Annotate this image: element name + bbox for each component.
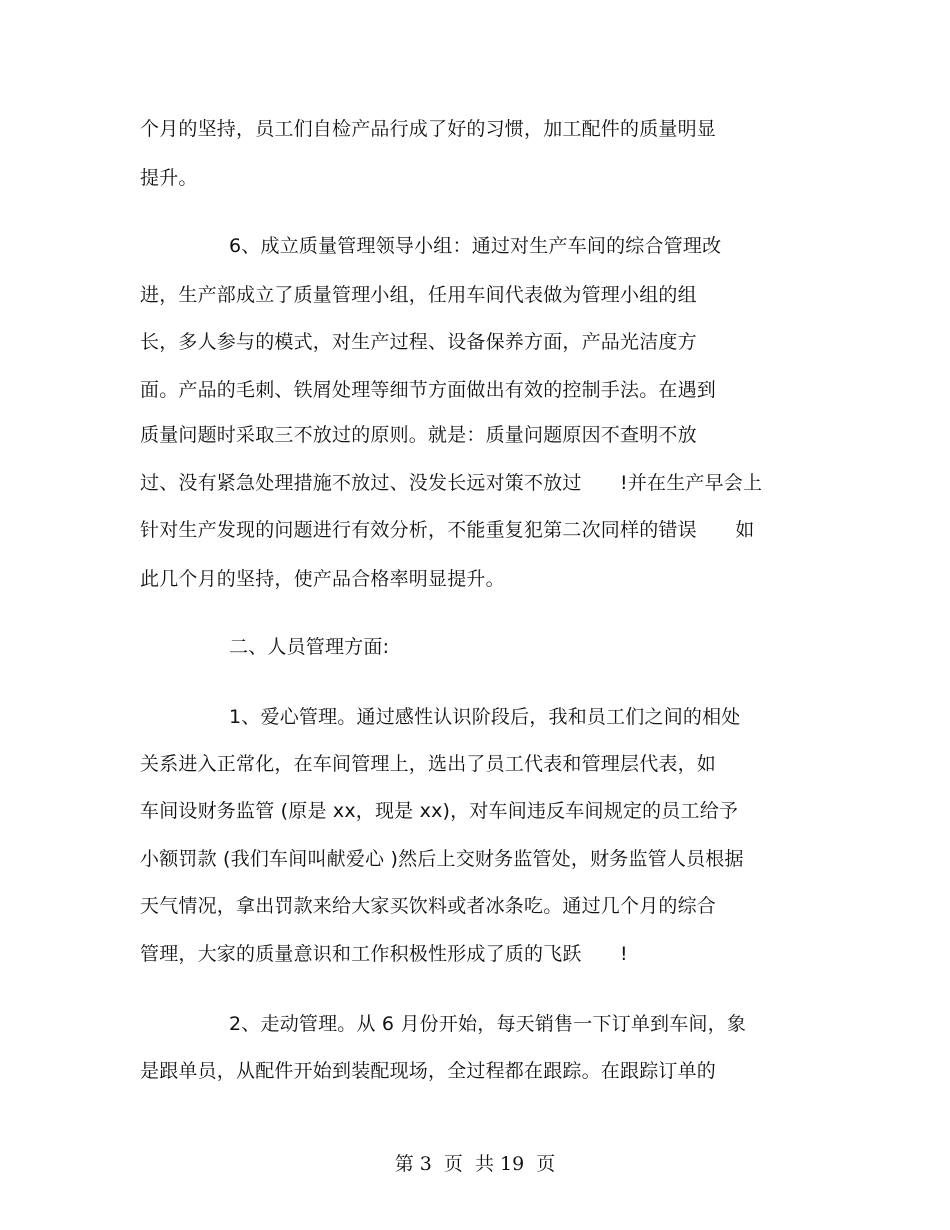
text-line: 车间设财务监管 (原是 xx，现是 xx)，对车间违反车间规定的员工给予 — [140, 800, 739, 822]
section-heading: 二、人员管理方面: — [229, 636, 390, 658]
text-line: 个月的坚持，员工们自检产品行成了好的习惯，加工配件的质量明显 — [140, 118, 717, 140]
text-line: 管理，大家的质量意识和工作积极性形成了质的飞跃 ! — [140, 943, 628, 965]
text-line: 面。产品的毛刺、铁屑处理等细节方面做出有效的控制手法。在遇到 — [140, 379, 717, 401]
text-line: 是跟单员，从配件开始到装配现场，全过程都在跟踪。在跟踪订单的 — [140, 1060, 717, 1082]
paragraph-2-start: 2、走动管理。从 6 月份开始，每天销售一下订单到车间，象 — [229, 1013, 747, 1035]
page-number-footer: 第 3 页 共 19 页 — [394, 1153, 556, 1175]
text-line: 关系进入正常化，在车间管理上，选出了员工代表和管理层代表，如 — [140, 753, 717, 775]
paragraph-6-start: 6、成立质量管理领导小组：通过对生产车间的综合管理改 — [229, 235, 722, 257]
text-line: 天气情况，拿出罚款来给大家买饮料或者冰条吃。通过几个月的综合 — [140, 895, 717, 917]
paragraph-1-start: 1、爱心管理。通过感性认识阶段后，我和员工们之间的相处 — [229, 706, 741, 728]
text-line: 进，生产部成立了质量管理小组，任用车间代表做为管理小组的组 — [140, 284, 697, 306]
text-line: 质量问题时采取三不放过的原则。就是：质量问题原因不查明不放 — [140, 424, 697, 446]
text-line: 小额罚款 (我们车间叫献爱心 )然后上交财务监管处，财务监管人员根据 — [140, 848, 744, 870]
text-line: 长，多人参与的模式，对生产过程、设备保养方面，产品光洁度方 — [140, 331, 697, 353]
text-line: 提升。 — [140, 167, 198, 189]
text-line: 过、没有紧急处理措施不放过、没发长远对策不放过 !并在生产早会上 — [140, 472, 763, 494]
text-line: 针对生产发现的问题进行有效分析，不能重复犯第二次同样的错误 如 — [140, 519, 755, 541]
text-line: 此几个月的坚持，使产品合格率明显提升。 — [140, 568, 505, 590]
